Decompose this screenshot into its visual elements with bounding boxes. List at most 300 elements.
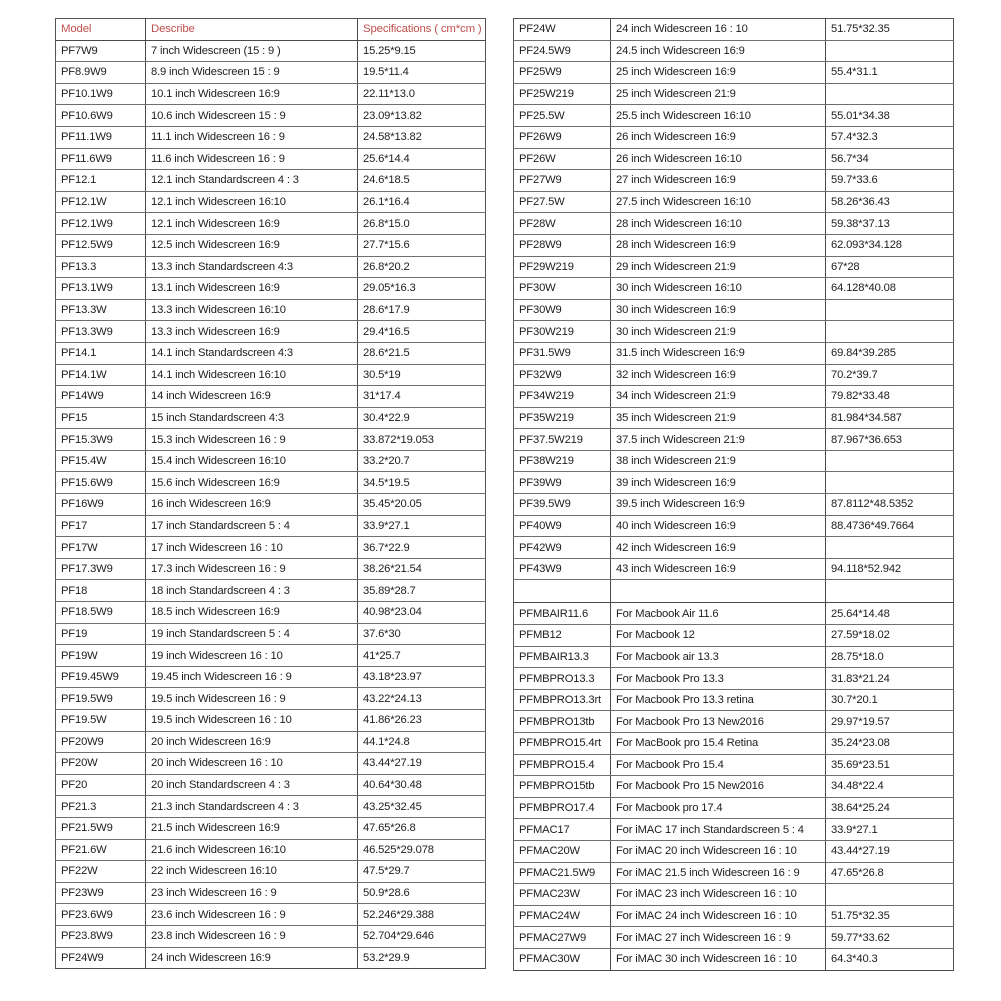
cell-describe: 20 inch Standardscreen 4 : 3 (146, 774, 358, 796)
table-row (514, 819, 954, 841)
cell-model: PF34W219 (514, 386, 611, 408)
cell-describe: 7 inch Widescreen (15 : 9 ) (146, 40, 358, 62)
table-row (56, 40, 486, 62)
cell-model: PF24.5W9 (514, 40, 611, 62)
cell-model: PFMBPRO13.3 (514, 668, 611, 690)
cell-specifications: 35.89*28.7 (358, 580, 486, 602)
cell-specifications: 34.5*19.5 (358, 472, 486, 494)
cell-specifications: 19.5*11.4 (358, 62, 486, 84)
cell-model: PF39.5W9 (514, 494, 611, 516)
cell-describe: 21.6 inch Widescreen 16:10 (146, 839, 358, 861)
cell-describe: For iMAC 20 inch Widescreen 16 : 10 (611, 840, 826, 862)
table-row (56, 450, 486, 472)
cell-describe: 22 inch Widescreen 16:10 (146, 861, 358, 883)
cell-model: PFMBPRO13tb (514, 711, 611, 733)
table-row (514, 105, 954, 127)
table-row (514, 733, 954, 755)
table-row (514, 646, 954, 668)
cell-describe: 37.5 inch Widescreen 21:9 (611, 429, 826, 451)
cell-describe: For Macbook air 13.3 (611, 646, 826, 668)
cell-model: PF8.9W9 (56, 62, 146, 84)
table-row (514, 299, 954, 321)
cell-specifications: 28.6*21.5 (358, 342, 486, 364)
cell-describe: 24.5 inch Widescreen 16:9 (611, 40, 826, 62)
column-header-specifications: Specifications ( cm*cm ) (358, 19, 486, 41)
cell-model: PF25W9 (514, 62, 611, 84)
cell-describe: 23.6 inch Widescreen 16 : 9 (146, 904, 358, 926)
cell-describe: 30 inch Widescreen 16:10 (611, 278, 826, 300)
left-table-body (56, 40, 486, 969)
right-table-container (513, 18, 953, 971)
cell-describe: 14 inch Widescreen 16:9 (146, 386, 358, 408)
cell-describe: 32 inch Widescreen 16:9 (611, 364, 826, 386)
cell-describe: 20 inch Widescreen 16:9 (146, 731, 358, 753)
table-row (56, 386, 486, 408)
cell-specifications (826, 83, 954, 105)
cell-describe: 23.8 inch Widescreen 16 : 9 (146, 925, 358, 947)
table-row (56, 774, 486, 796)
cell-model: PF43W9 (514, 558, 611, 580)
table-row (56, 234, 486, 256)
cell-model: PF15 (56, 407, 146, 429)
cell-model: PF19W (56, 645, 146, 667)
cell-describe: 15.6 inch Widescreen 16:9 (146, 472, 358, 494)
table-row (514, 537, 954, 559)
cell-describe: 15.4 inch Widescreen 16:10 (146, 450, 358, 472)
cell-specifications: 29.05*16.3 (358, 278, 486, 300)
cell-specifications: 47.65*26.8 (358, 817, 486, 839)
cell-model: PF30W9 (514, 299, 611, 321)
cell-model: PF15.6W9 (56, 472, 146, 494)
cell-model: PF32W9 (514, 364, 611, 386)
cell-specifications: 25.64*14.48 (826, 603, 954, 625)
table-row (514, 668, 954, 690)
table-row (56, 731, 486, 753)
cell-model: PF14.1W (56, 364, 146, 386)
cell-specifications: 59.38*37.13 (826, 213, 954, 235)
cell-describe: 14.1 inch Widescreen 16:10 (146, 364, 358, 386)
table-row (514, 625, 954, 647)
cell-specifications: 30.7*20.1 (826, 689, 954, 711)
cell-model: PF40W9 (514, 515, 611, 537)
cell-describe: 18 inch Standardscreen 4 : 3 (146, 580, 358, 602)
cell-describe (611, 580, 826, 603)
cell-describe: 11.6 inch Widescreen 16 : 9 (146, 148, 358, 170)
table-row (56, 558, 486, 580)
cell-specifications: 28.6*17.9 (358, 299, 486, 321)
cell-specifications: 94.118*52.942 (826, 558, 954, 580)
cell-model: PF14W9 (56, 386, 146, 408)
table-row (514, 364, 954, 386)
table-row (56, 105, 486, 127)
right-table-body (514, 19, 954, 971)
cell-describe: 30 inch Widescreen 16:9 (611, 299, 826, 321)
cell-specifications (826, 537, 954, 559)
cell-specifications: 44.1*24.8 (358, 731, 486, 753)
table-row (56, 83, 486, 105)
cell-specifications: 29.97*19.57 (826, 711, 954, 733)
cell-specifications: 59.7*33.6 (826, 170, 954, 192)
cell-describe: 26 inch Widescreen 16:10 (611, 148, 826, 170)
cell-model: PF37.5W219 (514, 429, 611, 451)
cell-specifications: 43.18*23.97 (358, 666, 486, 688)
cell-describe: 17 inch Widescreen 16 : 10 (146, 537, 358, 559)
cell-specifications: 59.77*33.62 (826, 927, 954, 949)
cell-specifications: 33.9*27.1 (826, 819, 954, 841)
cell-describe: For iMAC 21.5 inch Widescreen 16 : 9 (611, 862, 826, 884)
table-row (514, 278, 954, 300)
table-row (514, 126, 954, 148)
cell-model: PFMBAIR13.3 (514, 646, 611, 668)
cell-model: PF12.1 (56, 170, 146, 192)
cell-describe: 24 inch Widescreen 16 : 10 (611, 19, 826, 41)
cell-specifications (826, 884, 954, 906)
cell-specifications: 87.8112*48.5352 (826, 494, 954, 516)
cell-model: PF20W (56, 753, 146, 775)
cell-specifications: 24.58*13.82 (358, 126, 486, 148)
table-row (56, 515, 486, 537)
cell-describe: For MacBook pro 15.4 Retina (611, 733, 826, 755)
table-row (56, 537, 486, 559)
cell-specifications: 46.525*29.078 (358, 839, 486, 861)
cell-describe: 42 inch Widescreen 16:9 (611, 537, 826, 559)
cell-specifications: 36.7*22.9 (358, 537, 486, 559)
table-row (514, 256, 954, 278)
cell-specifications: 47.65*26.8 (826, 862, 954, 884)
cell-specifications (826, 472, 954, 494)
cell-describe: 13.3 inch Widescreen 16:9 (146, 321, 358, 343)
cell-model: PF39W9 (514, 472, 611, 494)
cell-specifications: 52.246*29.388 (358, 904, 486, 926)
cell-specifications: 55.4*31.1 (826, 62, 954, 84)
cell-specifications: 41.86*26.23 (358, 710, 486, 732)
cell-model: PFMBPRO15.4rt (514, 733, 611, 755)
cell-describe: 20 inch Widescreen 16 : 10 (146, 753, 358, 775)
cell-model: PF19.5W9 (56, 688, 146, 710)
cell-model: PF22W (56, 861, 146, 883)
table-row (56, 407, 486, 429)
cell-specifications: 55.01*34.38 (826, 105, 954, 127)
cell-describe: 11.1 inch Widescreen 16 : 9 (146, 126, 358, 148)
table-row (514, 689, 954, 711)
cell-model: PF18 (56, 580, 146, 602)
cell-model: PF10.1W9 (56, 83, 146, 105)
table-row (514, 429, 954, 451)
cell-describe: 15 inch Standardscreen 4:3 (146, 407, 358, 429)
cell-model: PFMBPRO15.4 (514, 754, 611, 776)
cell-model: PF13.3W (56, 299, 146, 321)
cell-describe: For iMAC 17 inch Standardscreen 5 : 4 (611, 819, 826, 841)
cell-describe: 30 inch Widescreen 21:9 (611, 321, 826, 343)
cell-model: PFMAC30W (514, 948, 611, 970)
cell-model: PF16W9 (56, 494, 146, 516)
table-row (56, 904, 486, 926)
table-row (514, 862, 954, 884)
cell-specifications: 38.26*21.54 (358, 558, 486, 580)
table-row (56, 148, 486, 170)
cell-model: PF12.1W9 (56, 213, 146, 235)
cell-describe: 28 inch Widescreen 16:10 (611, 213, 826, 235)
cell-model: PF19 (56, 623, 146, 645)
cell-specifications: 35.69*23.51 (826, 754, 954, 776)
cell-model: PF23.8W9 (56, 925, 146, 947)
cell-specifications: 24.6*18.5 (358, 170, 486, 192)
cell-describe: 21.3 inch Standardscreen 4 : 3 (146, 796, 358, 818)
cell-describe: 19.45 inch Widescreen 16 : 9 (146, 666, 358, 688)
table-row (56, 753, 486, 775)
cell-model: PF12.1W (56, 191, 146, 213)
cell-model: PF27W9 (514, 170, 611, 192)
cell-specifications: 64.3*40.3 (826, 948, 954, 970)
table-row (514, 603, 954, 625)
cell-model: PFMB12 (514, 625, 611, 647)
cell-describe: 43 inch Widescreen 16:9 (611, 558, 826, 580)
table-row (514, 407, 954, 429)
cell-specifications: 56.7*34 (826, 148, 954, 170)
cell-specifications: 57.4*32.3 (826, 126, 954, 148)
cell-model: PF25.5W (514, 105, 611, 127)
header-row (56, 19, 486, 41)
table-row (514, 494, 954, 516)
cell-describe: For Macbook Pro 13 New2016 (611, 711, 826, 733)
cell-specifications: 43.22*24.13 (358, 688, 486, 710)
cell-model: PF42W9 (514, 537, 611, 559)
cell-describe: 16 inch Widescreen 16:9 (146, 494, 358, 516)
cell-describe: 15.3 inch Widescreen 16 : 9 (146, 429, 358, 451)
table-row (56, 645, 486, 667)
cell-describe: 13.1 inch Widescreen 16:9 (146, 278, 358, 300)
table-row (514, 40, 954, 62)
cell-describe: 10.6 inch Widescreen 15 : 9 (146, 105, 358, 127)
cell-describe: For Macbook Air 11.6 (611, 603, 826, 625)
column-header-model: Model (56, 19, 146, 41)
table-row (56, 342, 486, 364)
cell-specifications: 33.9*27.1 (358, 515, 486, 537)
cell-describe: For Macbook Pro 13.3 (611, 668, 826, 690)
cell-model: PF26W9 (514, 126, 611, 148)
cell-specifications: 81.984*34.587 (826, 407, 954, 429)
cell-specifications: 34.48*22.4 (826, 776, 954, 798)
table-row (514, 19, 954, 41)
table-row (514, 213, 954, 235)
table-spacer-row (514, 580, 954, 603)
table-row (56, 494, 486, 516)
cell-describe: 21.5 inch Widescreen 16:9 (146, 817, 358, 839)
cell-describe: 8.9 inch Widescreen 15 : 9 (146, 62, 358, 84)
cell-specifications: 52.704*29.646 (358, 925, 486, 947)
cell-describe: 35 inch Widescreen 21:9 (611, 407, 826, 429)
cell-specifications: 41*25.7 (358, 645, 486, 667)
cell-specifications: 31.83*21.24 (826, 668, 954, 690)
cell-specifications: 27.7*15.6 (358, 234, 486, 256)
cell-describe: 26 inch Widescreen 16:9 (611, 126, 826, 148)
table-row (514, 776, 954, 798)
cell-model: PF17W (56, 537, 146, 559)
cell-describe: 28 inch Widescreen 16:9 (611, 234, 826, 256)
cell-model: PF21.5W9 (56, 817, 146, 839)
cell-model: PFMBPRO17.4 (514, 797, 611, 819)
cell-specifications: 64.128*40.08 (826, 278, 954, 300)
cell-specifications: 40.98*23.04 (358, 602, 486, 624)
table-row (514, 148, 954, 170)
cell-specifications (826, 450, 954, 472)
cell-specifications: 43.25*32.45 (358, 796, 486, 818)
table-row (56, 472, 486, 494)
cell-specifications: 26.8*15.0 (358, 213, 486, 235)
cell-model: PFMAC27W9 (514, 927, 611, 949)
cell-describe: 19 inch Standardscreen 5 : 4 (146, 623, 358, 645)
cell-specifications: 22.11*13.0 (358, 83, 486, 105)
cell-specifications: 26.1*16.4 (358, 191, 486, 213)
cell-describe: For iMAC 23 inch Widescreen 16 : 10 (611, 884, 826, 906)
cell-describe: 25.5 inch Widescreen 16:10 (611, 105, 826, 127)
cell-specifications: 37.6*30 (358, 623, 486, 645)
cell-model: PFMAC24W (514, 905, 611, 927)
cell-specifications: 23.09*13.82 (358, 105, 486, 127)
table-row (514, 884, 954, 906)
cell-describe: 38 inch Widescreen 21:9 (611, 450, 826, 472)
table-row (56, 688, 486, 710)
cell-describe: 14.1 inch Standardscreen 4:3 (146, 342, 358, 364)
table-row (514, 234, 954, 256)
table-row (514, 711, 954, 733)
cell-describe: 23 inch Widescreen 16 : 9 (146, 882, 358, 904)
cell-describe: For Macbook Pro 15.4 (611, 754, 826, 776)
cell-model: PF31.5W9 (514, 342, 611, 364)
cell-model: PF13.1W9 (56, 278, 146, 300)
table-row (56, 62, 486, 84)
cell-describe: 27 inch Widescreen 16:9 (611, 170, 826, 192)
cell-describe: 12.5 inch Widescreen 16:9 (146, 234, 358, 256)
table-row (56, 882, 486, 904)
table-row (514, 386, 954, 408)
table-row (56, 710, 486, 732)
cell-model: PFMAC23W (514, 884, 611, 906)
cell-specifications: 50.9*28.6 (358, 882, 486, 904)
cell-specifications: 87.967*36.653 (826, 429, 954, 451)
table-row (56, 602, 486, 624)
cell-describe: For Macbook pro 17.4 (611, 797, 826, 819)
table-row (56, 817, 486, 839)
table-row (514, 472, 954, 494)
cell-model: PF29W219 (514, 256, 611, 278)
cell-describe: 12.1 inch Standardscreen 4 : 3 (146, 170, 358, 192)
table-row (56, 429, 486, 451)
cell-model: PF21.3 (56, 796, 146, 818)
cell-model: PF13.3 (56, 256, 146, 278)
table-row (514, 342, 954, 364)
cell-specifications: 58.26*36.43 (826, 191, 954, 213)
cell-model: PF24W9 (56, 947, 146, 969)
cell-specifications: 15.25*9.15 (358, 40, 486, 62)
cell-model: PF21.6W (56, 839, 146, 861)
cell-specifications (826, 321, 954, 343)
cell-describe: 10.1 inch Widescreen 16:9 (146, 83, 358, 105)
cell-specifications: 51.75*32.35 (826, 19, 954, 41)
table-row (514, 170, 954, 192)
cell-specifications (826, 40, 954, 62)
cell-specifications: 43.44*27.19 (826, 840, 954, 862)
table-row (514, 927, 954, 949)
cell-model: PF27.5W (514, 191, 611, 213)
cell-describe: 34 inch Widescreen 21:9 (611, 386, 826, 408)
cell-describe: 39.5 inch Widescreen 16:9 (611, 494, 826, 516)
cell-describe: 12.1 inch Widescreen 16:10 (146, 191, 358, 213)
cell-model: PF26W (514, 148, 611, 170)
cell-specifications: 43.44*27.19 (358, 753, 486, 775)
table-row (514, 83, 954, 105)
cell-model: PF10.6W9 (56, 105, 146, 127)
table-row (56, 299, 486, 321)
column-header-describe: Describe (146, 19, 358, 41)
cell-specifications: 33.872*19.053 (358, 429, 486, 451)
cell-describe: 19.5 inch Widescreen 16 : 10 (146, 710, 358, 732)
cell-describe: For Macbook Pro 13.3 retina (611, 689, 826, 711)
cell-model: PF11.1W9 (56, 126, 146, 148)
cell-model: PFMAC21.5W9 (514, 862, 611, 884)
cell-model: PF28W9 (514, 234, 611, 256)
cell-specifications: 26.8*20.2 (358, 256, 486, 278)
cell-model: PF38W219 (514, 450, 611, 472)
table-row (56, 256, 486, 278)
cell-specifications: 35.24*23.08 (826, 733, 954, 755)
cell-describe: For Macbook Pro 15 New2016 (611, 776, 826, 798)
cell-model: PFMAC20W (514, 840, 611, 862)
left-table-head (56, 19, 486, 41)
cell-model: PFMBPRO15tb (514, 776, 611, 798)
cell-model: PF12.5W9 (56, 234, 146, 256)
cell-specifications: 33.2*20.7 (358, 450, 486, 472)
table-row (514, 191, 954, 213)
table-row (56, 623, 486, 645)
table-row (514, 840, 954, 862)
cell-describe: For Macbook 12 (611, 625, 826, 647)
cell-specifications (826, 580, 954, 603)
cell-describe: 25 inch Widescreen 21:9 (611, 83, 826, 105)
table-row (514, 321, 954, 343)
table-row (56, 839, 486, 861)
table-row (56, 925, 486, 947)
table-row (56, 364, 486, 386)
cell-describe: 17 inch Standardscreen 5 : 4 (146, 515, 358, 537)
cell-model: PF30W219 (514, 321, 611, 343)
cell-specifications: 30.4*22.9 (358, 407, 486, 429)
cell-model: PF23.6W9 (56, 904, 146, 926)
cell-describe: 17.3 inch Widescreen 16 : 9 (146, 558, 358, 580)
cell-specifications: 28.75*18.0 (826, 646, 954, 668)
cell-describe: 13.3 inch Widescreen 16:10 (146, 299, 358, 321)
cell-specifications: 47.5*29.7 (358, 861, 486, 883)
cell-describe: 31.5 inch Widescreen 16:9 (611, 342, 826, 364)
cell-model: PF19.45W9 (56, 666, 146, 688)
table-row (514, 558, 954, 580)
cell-model: PF17.3W9 (56, 558, 146, 580)
cell-model: PF15.3W9 (56, 429, 146, 451)
cell-describe: 24 inch Widescreen 16:9 (146, 947, 358, 969)
table-row (56, 861, 486, 883)
cell-model: PF15.4W (56, 450, 146, 472)
table-row (56, 580, 486, 602)
cell-model: PFMAC17 (514, 819, 611, 841)
table-row (56, 126, 486, 148)
cell-specifications: 70.2*39.7 (826, 364, 954, 386)
cell-model: PF30W (514, 278, 611, 300)
table-row (56, 321, 486, 343)
table-row (56, 278, 486, 300)
left-table-container (55, 18, 485, 969)
left-spec-table (55, 18, 486, 969)
table-row (514, 754, 954, 776)
